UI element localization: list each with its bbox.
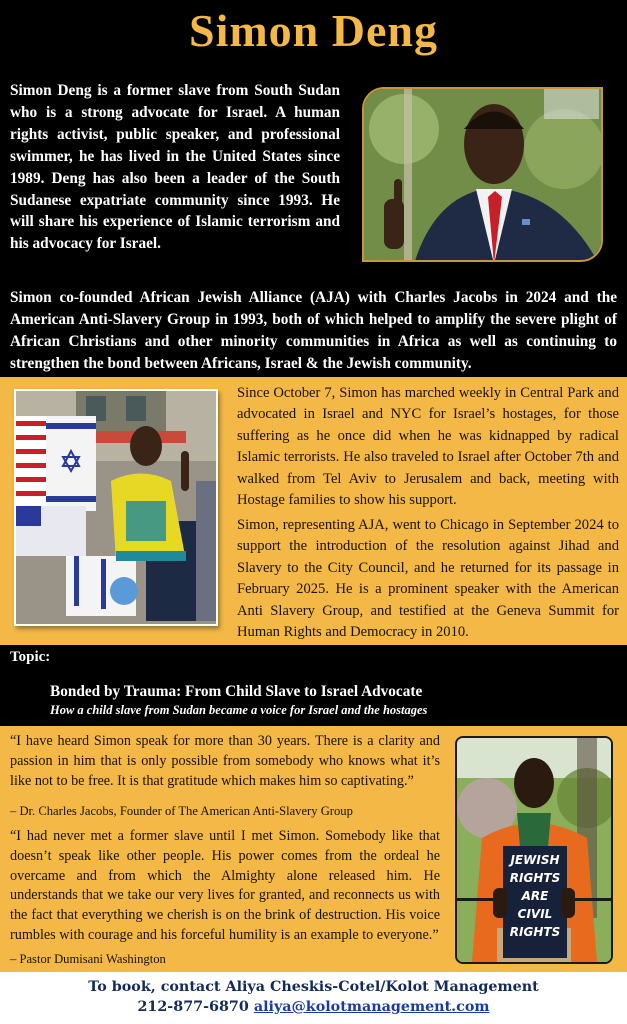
- contact-footer: [0, 972, 627, 1024]
- portrait-photo: [362, 87, 603, 262]
- contact-details: [0, 997, 627, 1017]
- testimonial-quote: “I have heard Simon speak for more than 30 years. There is a clarity and passion in him that is only possible from somebody who knows what it’s like not to be free. It is that gratitude which makes him so captivating.”: [10, 733, 440, 789]
- sign-photo: [455, 736, 613, 964]
- header-section: [0, 0, 627, 377]
- rally-photo: [14, 389, 218, 626]
- sign-line: ARE: [521, 889, 549, 903]
- contact-line: To book, contact Aliya Cheskis-Cotel/Kolot Management: [88, 979, 539, 995]
- sign-line: RIGHTS: [509, 871, 561, 885]
- phone-number: 212-877-6870: [137, 999, 249, 1015]
- cofounded-paragraph: Simon co-founded African Jewish Alliance (AJA) with Charles Jacobs in 2024 and the American Anti-Slavery Group in 1993, both of which helped to amplify the severe plight of African Christians and other minority communities in Africa as well as continuing to strengthen the bond between Africans, Israel & the Jewish community.: [10, 289, 617, 372]
- topic-subtitle: How a child slave from Sudan became a voice for Israel and the hostages: [50, 703, 428, 717]
- testimonial-attribution: – Dr. Charles Jacobs, Founder of The American Anti-Slavery Group: [10, 804, 353, 818]
- email-link[interactable]: aliya@kolotmanagement.com: [253, 999, 490, 1015]
- activism-paragraph-2: Simon, representing AJA, went to Chicago in September 2024 to support the introduction of the resolution against Jihad and Slavery to the City Council, and he returned for its passage in February 2025. He is a prominent speaker with the American Anti Slavery Group, and testified at the Geneva Summit for Human Rights and Democracy in 2010.: [237, 517, 619, 641]
- sign-line: JEWISH: [510, 853, 560, 867]
- activism-section: [0, 377, 627, 645]
- page-title: Simon Deng: [189, 5, 438, 56]
- topic-section: [0, 645, 627, 726]
- topic-title: Bonded by Trauma: From Child Slave to Israel Advocate: [50, 683, 423, 700]
- sign-line: CIVIL: [517, 907, 553, 921]
- testimonial-attribution: – Pastor Dumisani Washington: [10, 952, 166, 966]
- testimonials-section: [0, 726, 627, 972]
- activism-paragraph-1: Since October 7, Simon has marched weekly in Central Park and advocated in Israel and NYC for Israel’s hostages, for those suffering as he once did when he was kidnapped by radical Islamic terrorists. He also traveled to Israel after October 7th and walked from Tel Aviv to Jerusalem and back, meeting with Hostage families to show his support.: [237, 385, 619, 509]
- sign-line: RIGHTS: [509, 925, 561, 939]
- testimonial-quote: “I had never met a former slave until I met Simon. Somebody like that doesn’t speak like other people. His power comes from the ordeal he overcame and from which the Almighty alone released him. He understands that we take our very lives for granted, and reconnects us with the fact that everything we cherish is on the brink of destruction. His voice rumbles with courage and his forceful humility is an example to everyone.”: [10, 828, 440, 943]
- topic-label: Topic:: [10, 649, 51, 665]
- intro-paragraph: Simon Deng is a former slave from South Sudan who is a strong advocate for Israel. A human rights activist, public speaker, and professional swimmer, he has lived in the United States since 1989. Deng has also been a leader of the South Sudanese expatriate community since 1993. He will share his experience of Islamic terrorism and his advocacy for Israel.: [10, 82, 340, 253]
